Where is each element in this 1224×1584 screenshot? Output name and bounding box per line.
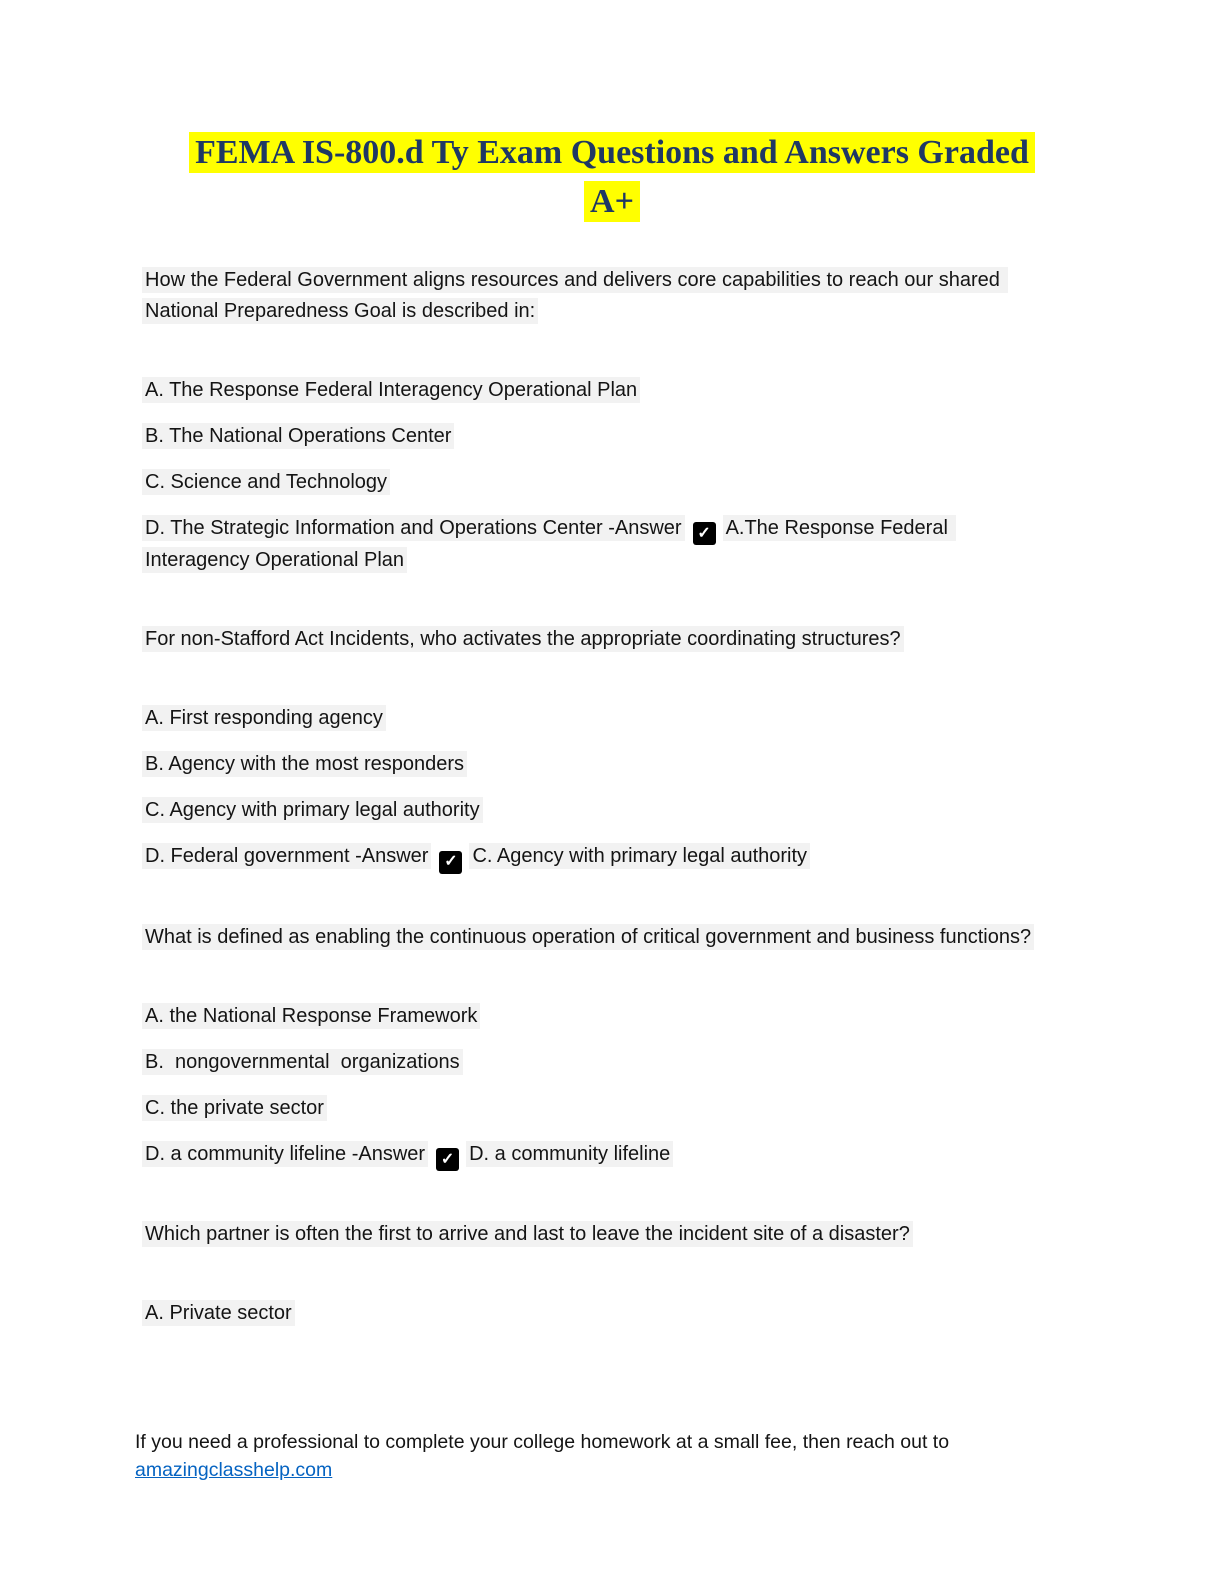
- question-text-span: For non-Stafford Act Incidents, who activates the appropriate coordinating structures?: [142, 626, 904, 652]
- option-b: [142, 1047, 1047, 1078]
- option-d-answer: [142, 513, 1047, 577]
- footer-link[interactable]: amazingclasshelp.com: [135, 1459, 333, 1481]
- checkmark-icon: [436, 1148, 459, 1171]
- option-a: [142, 1001, 1047, 1032]
- option-d-answer: [142, 841, 1047, 874]
- option-a: [142, 1298, 1047, 1329]
- footer-text: If you need a professional to complete your college homework at a small fee, then reach out to: [135, 1431, 950, 1453]
- answer-text: C. Agency with primary legal authority: [469, 843, 810, 869]
- option-text: A. the National Response Framework: [142, 1003, 480, 1029]
- option-text: A. First responding agency: [142, 705, 386, 731]
- question-block-2: [142, 624, 1047, 874]
- question-block-4: [142, 1219, 1047, 1329]
- option-a: [142, 375, 1047, 406]
- checkmark-icon: [439, 851, 462, 874]
- question-text: [142, 624, 1047, 655]
- question-text: [142, 1219, 1047, 1250]
- title-line-2: A+: [584, 181, 640, 222]
- option-text: D. The Strategic Information and Operations Center -Answer: [142, 515, 685, 541]
- option-c: [142, 795, 1047, 826]
- title-line-1: FEMA IS-800.d Ty Exam Questions and Answers Graded: [189, 132, 1035, 173]
- option-text: C. Agency with primary legal authority: [142, 797, 483, 823]
- question-text: [142, 265, 1047, 327]
- option-c: [142, 1093, 1047, 1124]
- answer-text: D. a community lifeline: [466, 1141, 673, 1167]
- option-text: B. nongovernmental organizations: [142, 1049, 463, 1075]
- option-b: [142, 421, 1047, 452]
- question-text-span: Which partner is often the first to arrive and last to leave the incident site of a disaster?: [142, 1221, 913, 1247]
- option-b: [142, 749, 1047, 780]
- option-text: D. Federal government -Answer: [142, 843, 431, 869]
- answer-text: A.The Response Federal Interagency Operational Plan: [142, 515, 956, 574]
- question-block-1: [142, 265, 1047, 577]
- question-text-span: How the Federal Government aligns resources and delivers core capabilities to reach our shared National Preparedness Goal is described in:: [142, 267, 1008, 324]
- option-a: [142, 703, 1047, 734]
- option-text: C. the private sector: [142, 1095, 327, 1121]
- option-d-answer: [142, 1139, 1047, 1172]
- option-text: A. The Response Federal Interagency Operational Plan: [142, 377, 640, 403]
- checkmark-icon: [693, 522, 716, 545]
- option-c: [142, 467, 1047, 498]
- question-text: [142, 922, 1047, 953]
- option-text: D. a community lifeline -Answer: [142, 1141, 428, 1167]
- check-glyph: ✓: [697, 524, 711, 542]
- check-glyph: ✓: [440, 1150, 455, 1168]
- option-text: B. Agency with the most responders: [142, 751, 467, 777]
- check-glyph: ✓: [444, 853, 458, 871]
- question-block-3: [142, 922, 1047, 1172]
- option-text: C. Science and Technology: [142, 469, 390, 495]
- page-title: [142, 128, 1082, 227]
- option-text: B. The National Operations Center: [142, 423, 454, 449]
- question-text-span: What is defined as enabling the continuous operation of critical government and business functions?: [142, 924, 1034, 950]
- footer: [135, 1428, 1095, 1484]
- option-text: A. Private sector: [142, 1300, 295, 1326]
